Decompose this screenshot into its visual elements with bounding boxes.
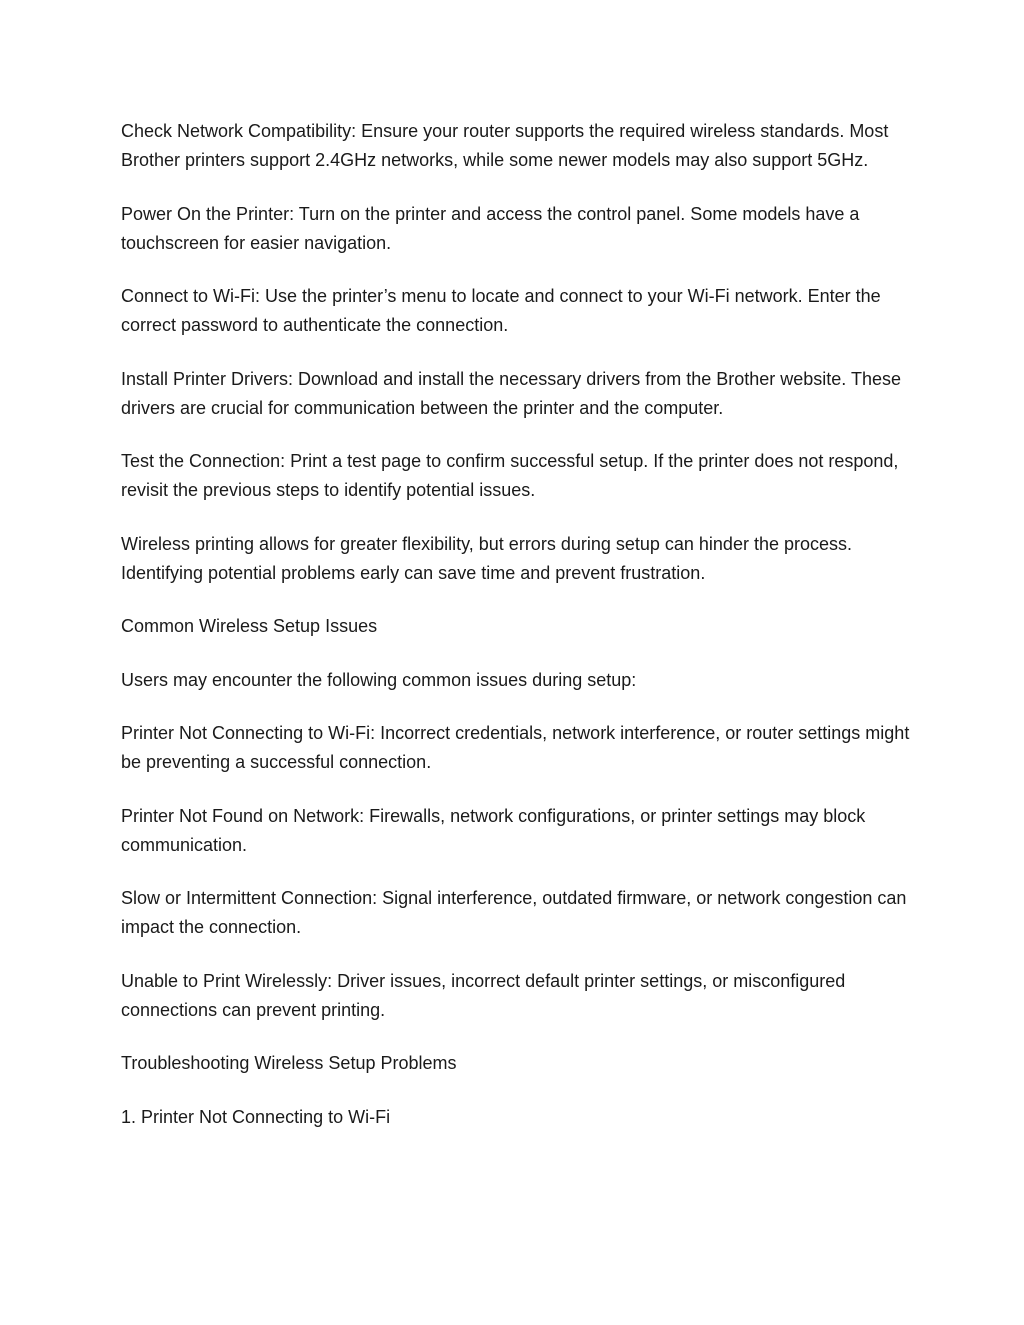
paragraph-power-on-printer: Power On the Printer: Turn on the printer and access the control panel. Some models have a touchscreen for easier navigation. — [121, 203, 860, 253]
paragraph-check-network-compatibility: Check Network Compatibility: Ensure your router supports the required wireless standards. Most Brother printers support 2.4GHz networks, while some newer models may also support 5GHz. — [121, 121, 889, 170]
paragraph-wireless-printing-intro: Wireless printing allows for greater flexibility, but errors during setup can hinder the process. Identifying potential problems early can save time and prevent frustration. — [121, 533, 852, 583]
paragraph-slow-intermittent-connection: Slow or Intermittent Connection: Signal interference, outdated firmware, or network congestion can impact the connection. — [121, 888, 907, 937]
paragraph-connect-to-wifi: Connect to Wi-Fi: Use the printer’s menu to locate and connect to your Wi-Fi network. Enter the correct password to authenticate the connection. — [121, 286, 881, 335]
document-body — [121, 117, 911, 1156]
paragraph-install-printer-drivers: Install Printer Drivers: Download and install the necessary drivers from the Brother website. These drivers are crucial for communication between the printer and the computer. — [121, 368, 902, 418]
paragraph-users-may-encounter: Users may encounter the following common issues during setup: — [121, 669, 637, 690]
paragraph-printer-not-connecting: Printer Not Connecting to Wi-Fi: Incorrect credentials, network interference, or router settings might be preventing a successful connection. — [121, 723, 910, 772]
heading-printer-not-connecting-to-wifi: 1. Printer Not Connecting to Wi-Fi — [121, 1106, 391, 1127]
paragraph-test-the-connection: Test the Connection: Print a test page to confirm successful setup. If the printer does not respond, revisit the previous steps to identify potential issues. — [121, 451, 899, 500]
heading-common-wireless-setup-issues: Common Wireless Setup Issues — [121, 616, 378, 636]
paragraph-unable-to-print-wirelessly: Unable to Print Wirelessly: Driver issues, incorrect default printer settings, or misconfigured connections can prevent printing. — [121, 970, 846, 1020]
heading-troubleshooting-wireless-setup: Troubleshooting Wireless Setup Problems — [121, 1053, 457, 1073]
paragraph-printer-not-found: Printer Not Found on Network: Firewalls, network configurations, or printer settings may block communication. — [121, 805, 866, 855]
